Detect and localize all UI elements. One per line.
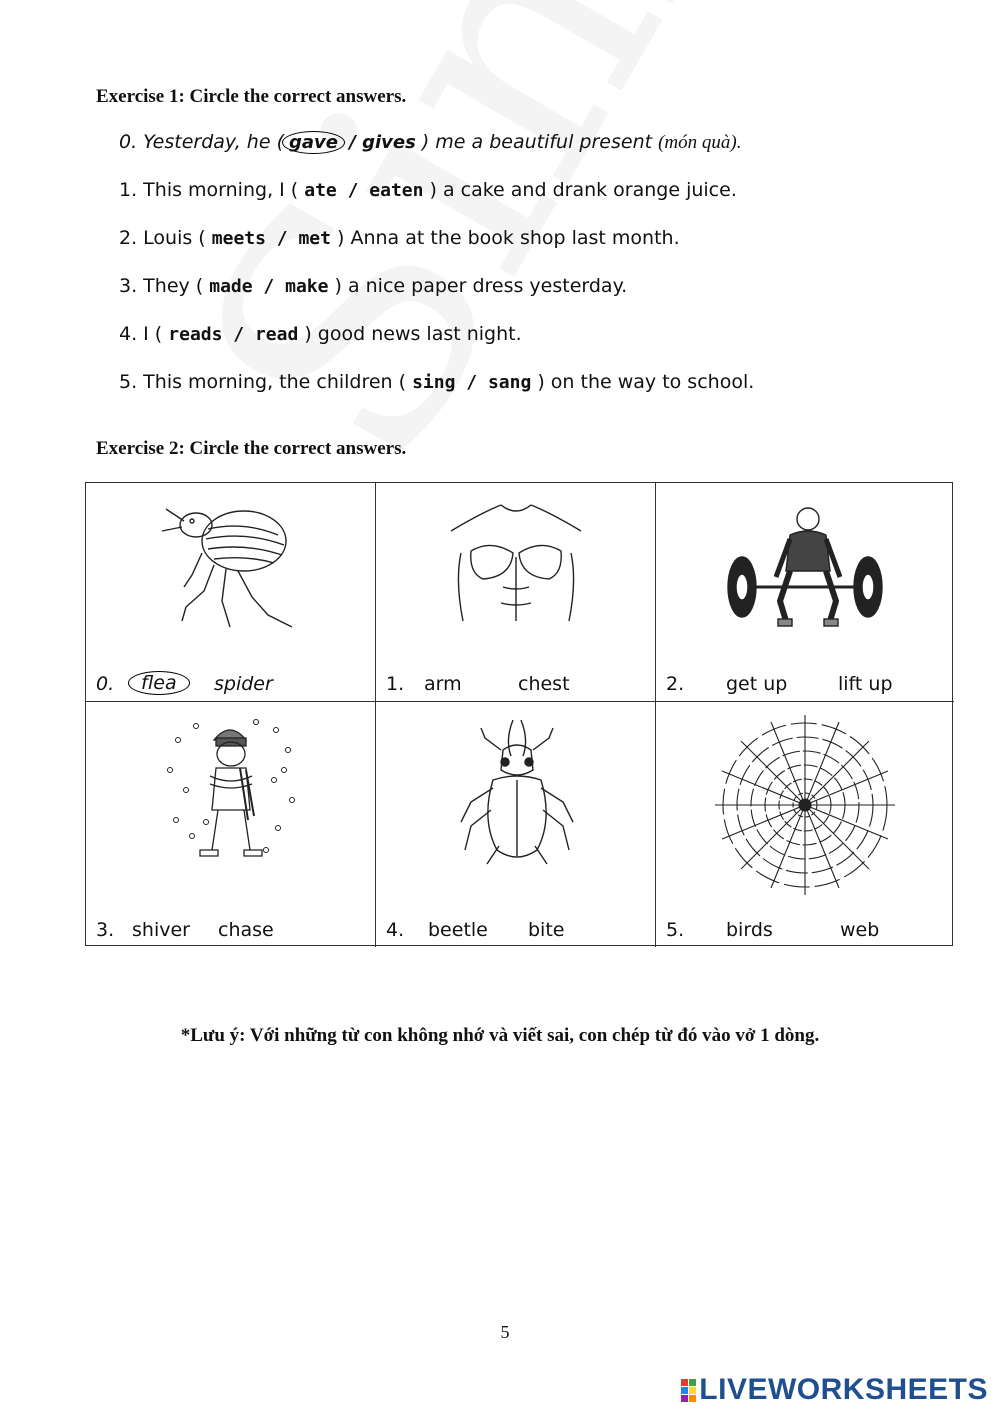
option-web[interactable]: web bbox=[840, 919, 880, 941]
answer-options[interactable]: ate / eaten bbox=[304, 180, 424, 201]
option-get-up[interactable]: get up bbox=[726, 673, 788, 695]
grid-cell-web: 5. birds web bbox=[656, 702, 954, 947]
chest-drawing bbox=[441, 491, 591, 641]
spider-web-drawing bbox=[710, 710, 900, 900]
brand-name: LIVEWORKSHEETS bbox=[699, 1373, 988, 1406]
beetle-drawing bbox=[441, 710, 591, 875]
exercise1-item-4: 4. I ( reads / read ) good news last night. bbox=[119, 323, 522, 345]
grid-cell-chest: 1. arm chest bbox=[376, 483, 656, 702]
circled-answer-flea: flea bbox=[128, 671, 190, 695]
exercise1-title: Exercise 1: Circle the correct answers. bbox=[96, 86, 407, 107]
option-birds[interactable]: birds bbox=[726, 919, 773, 941]
grid-cell-beetle: 4. beetle bite bbox=[376, 702, 656, 947]
flea-drawing bbox=[156, 491, 306, 641]
exercise1-example: 0. Yesterday, he ( gave / gives ) me a beautiful present (món quà). bbox=[119, 131, 742, 153]
logo-square bbox=[681, 1387, 688, 1394]
exercise1-item-1: 1. This morning, I ( ate / eaten ) a cake and drank orange juice. bbox=[119, 179, 737, 201]
logo-square bbox=[689, 1395, 696, 1402]
page-number: 5 bbox=[500, 1322, 510, 1342]
option-lift-up[interactable]: lift up bbox=[838, 673, 893, 695]
grid-cell-shiver: 3. shiver chase bbox=[86, 702, 376, 947]
option-chase[interactable]: chase bbox=[218, 919, 274, 941]
translation: (món quà). bbox=[658, 132, 742, 153]
weightlifter-drawing bbox=[720, 491, 890, 641]
note-text: *Lưu ý: Với những từ con không nhớ và viết sai, con chép từ đó vào vở 1 dòng. bbox=[180, 1025, 820, 1046]
logo-square bbox=[681, 1395, 688, 1402]
picture-grid bbox=[85, 482, 953, 946]
exercise1-item-5: 5. This morning, the children ( sing / sang ) on the way to school. bbox=[119, 371, 755, 393]
brand-logo bbox=[681, 1373, 988, 1407]
exercise2-title: Exercise 2: Circle the correct answers. bbox=[96, 438, 407, 459]
option-shiver[interactable]: shiver bbox=[132, 919, 190, 941]
liveworksheets-logo-icon bbox=[681, 1379, 696, 1402]
exercise1-item-3: 3. They ( made / make ) a nice paper dress yesterday. bbox=[119, 275, 628, 297]
exercise1-item-2: 2. Louis ( meets / met ) Anna at the book shop last month. bbox=[119, 227, 680, 249]
grid-cell-weightlifter: 2. get up lift up bbox=[656, 483, 954, 702]
circled-answer-gave: gave bbox=[282, 131, 345, 154]
logo-square bbox=[681, 1379, 688, 1386]
option-spider[interactable]: spider bbox=[214, 673, 273, 695]
option-bite[interactable]: bite bbox=[528, 919, 565, 941]
shivering-person-drawing bbox=[156, 710, 306, 870]
logo-square bbox=[689, 1379, 696, 1386]
answer-options[interactable]: reads / read bbox=[168, 324, 299, 345]
grid-cell-flea: 0. flea spider bbox=[86, 483, 376, 702]
answer-options[interactable]: sing / sang bbox=[412, 372, 532, 393]
logo-square bbox=[689, 1387, 696, 1394]
answer-options[interactable]: made / make bbox=[209, 276, 329, 297]
option-arm[interactable]: arm bbox=[424, 673, 462, 695]
answer-options[interactable]: meets / met bbox=[211, 228, 331, 249]
option-chest[interactable]: chest bbox=[518, 673, 570, 695]
option-beetle[interactable]: beetle bbox=[428, 919, 488, 941]
